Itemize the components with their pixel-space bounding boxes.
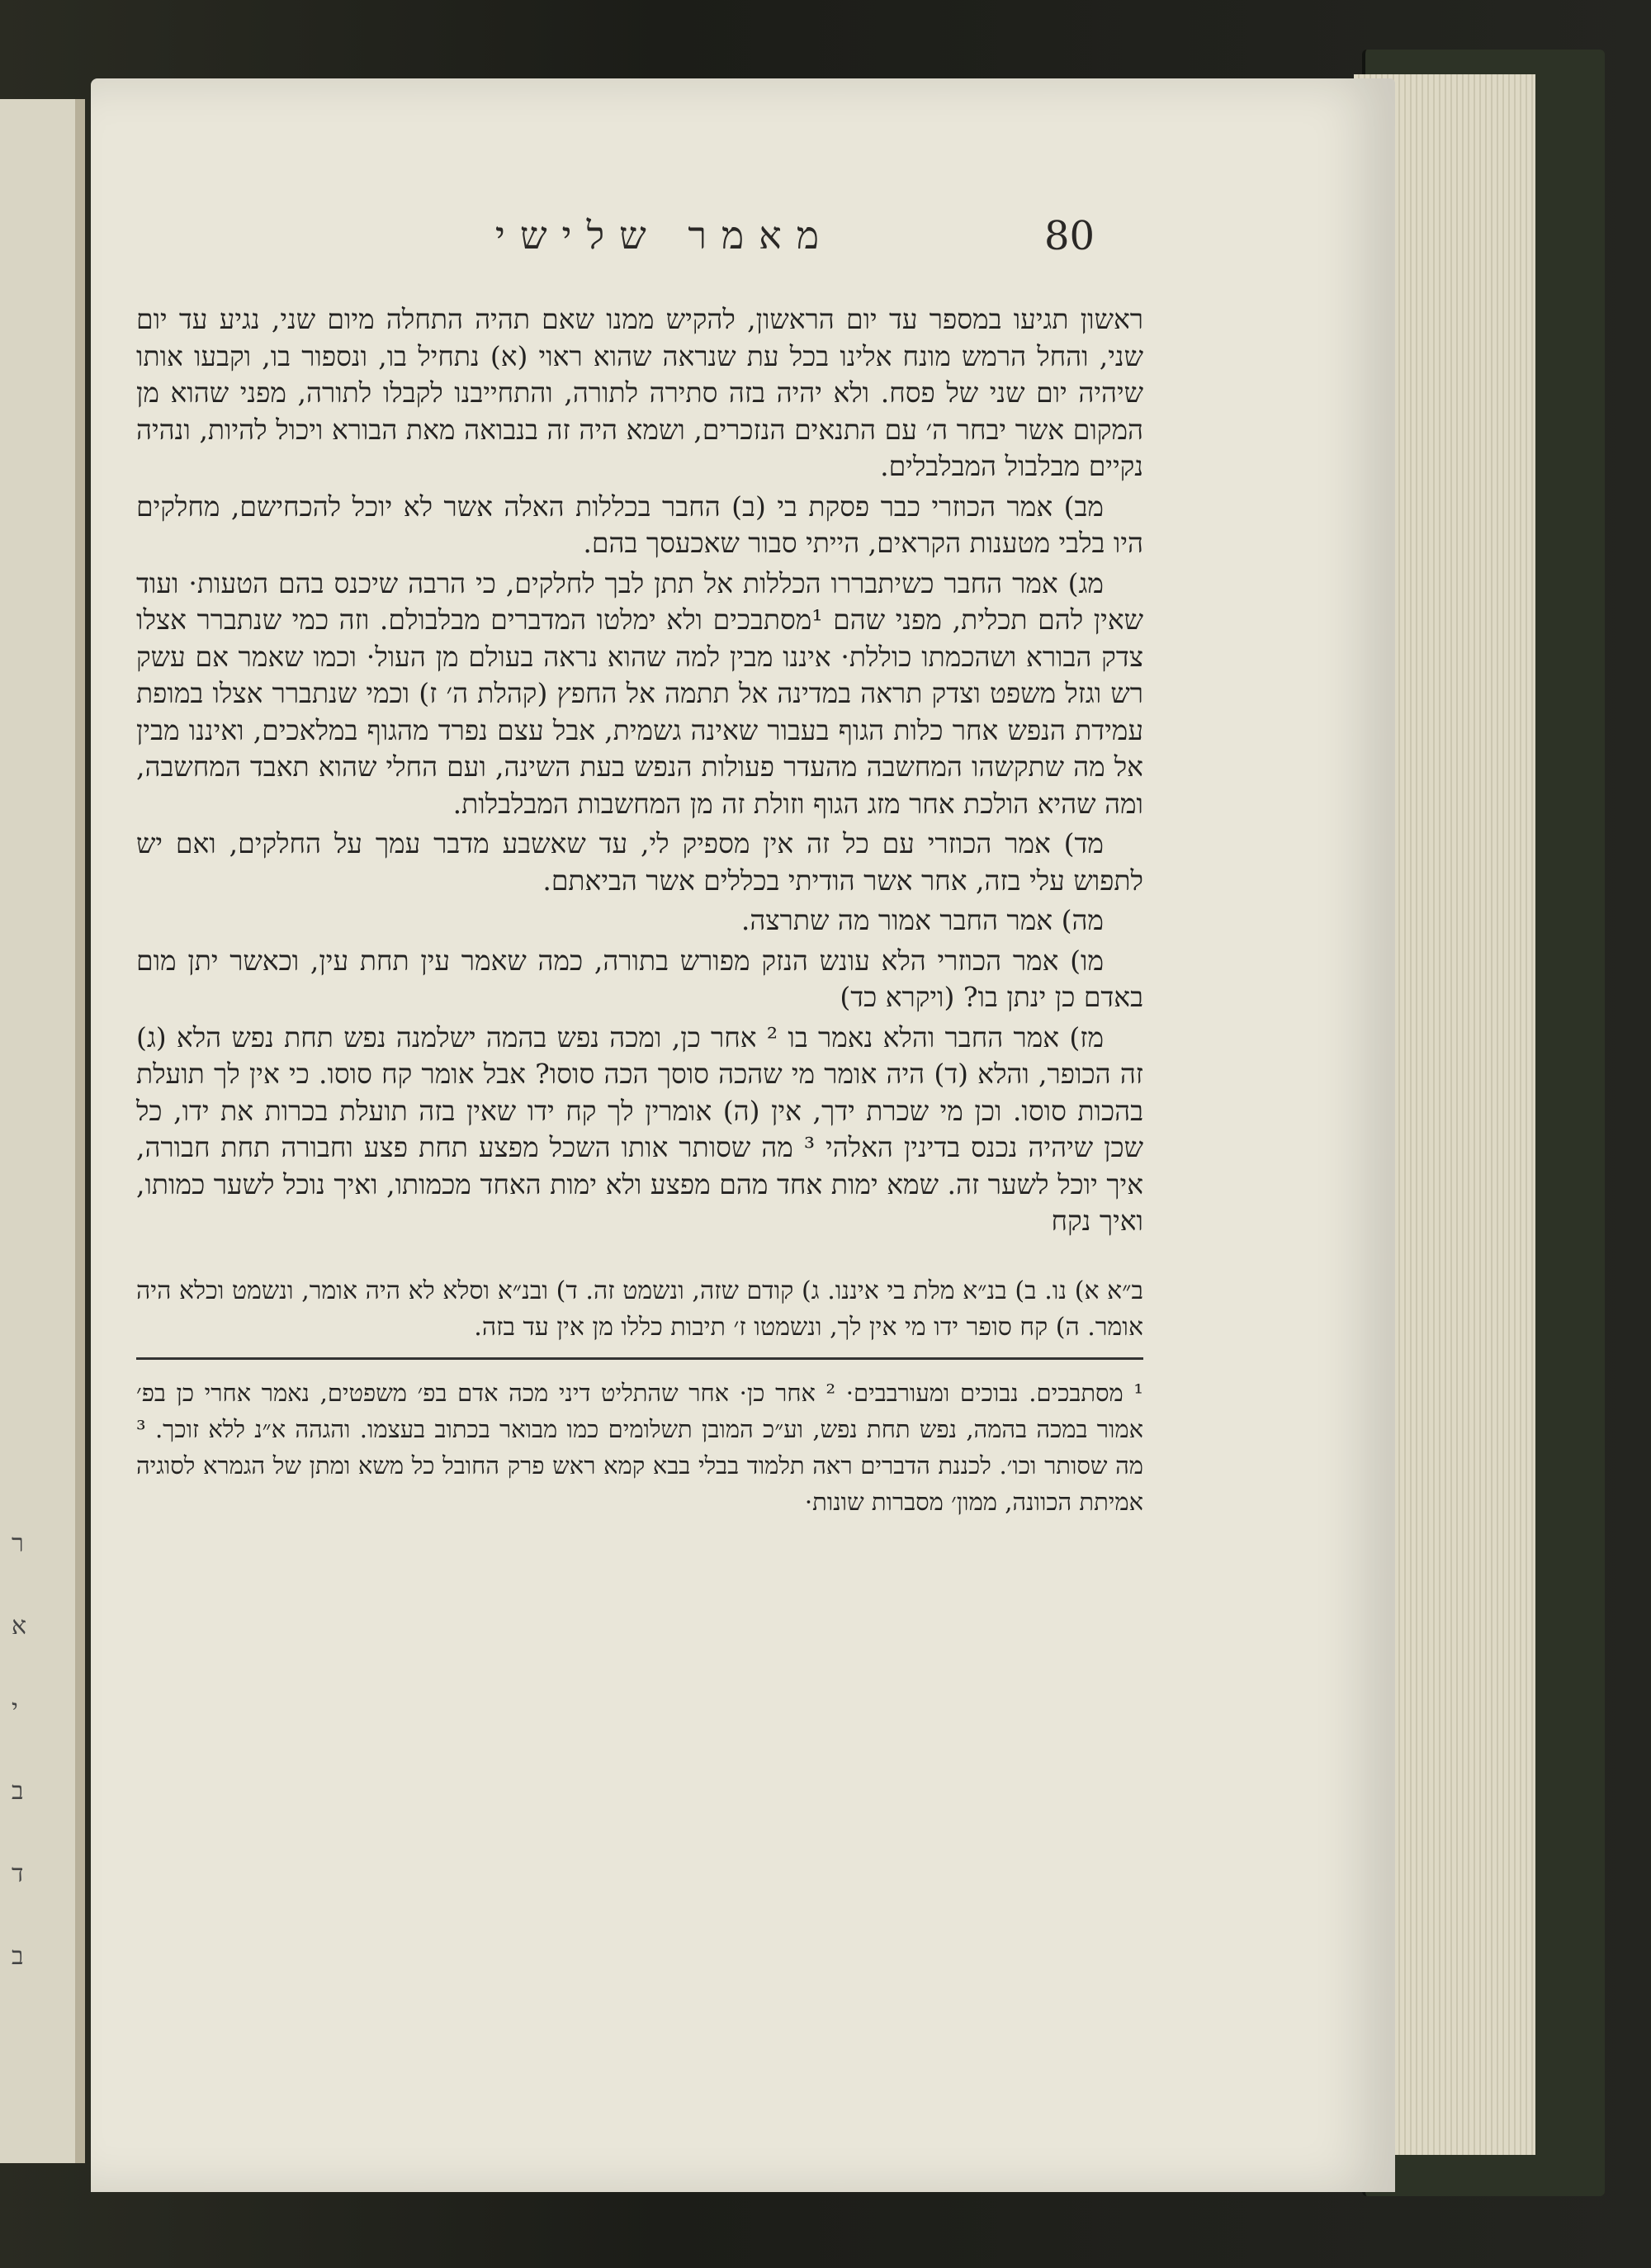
- running-head: מאמר שלישי: [494, 213, 835, 258]
- footnotes: ¹ מסתבכים. נבוכים ומעורבבים· ² אחר כן· אחר שהתליט דיני מכה אדם בפ׳ משפטים, נאמר אחרי כן בפ׳ אמור במכה בהמה, נפש תחת נפש, וע״כ המובן תשלומים כמו מבואר בכתוב בעצמו. והגהה א״נ ללא זוכך. ³ מה שסותר וכו׳. לכננת הדברים ראה תלמוד בבלי בבא קמא ראש פרק החובל כל משא ומתן של הגמרא לסוגיה אמיתת הכוונה, ממון׳ מסברות שונות·: [136, 1378, 1143, 1516]
- paragraph: מז) אמר החבר והלא נאמר בו ² אחר כן, ומכה נפש בהמה ישלמנה נפש תחת נפש הלא (ג) זה הכופר, והלא (ד) היה אומר מי שהכה סוסך הכה סוסו? אבל אומר קח סוסו. כי אין לך תועלת בהכות סוסו. וכן מי שכרת ידך, אין (ה) אומרין לך קח ידו שאין בזה תועלת בכרות את ידו, כל שכן שיהיה נכנס בדינין האלהי ³ מה שסותר אותו השכל מפצע תחת פצע וחבורה תחת חבורה, איך יוכל לשער זה. שמא ימות אחד מהם מפצע ולא ימות האחד מכמותו, ואיך נוכל לשער כמותו, ואיך נקח: [136, 1020, 1143, 1237]
- variant-notes: ב״א א) נו. ב) בנ״א מלת בי איננו. ג) קודם שזה, ונשמט זה. ד) ובנ״א וסלא לא היה אומר, ונשמט וכלא היה אומר. ה) קח סופר ידו מי אין לך, ונשמטו ז׳ תיבות כללו מן אין עד בזה.: [136, 1276, 1143, 1342]
- page-number: 80: [1044, 213, 1095, 259]
- page-body: [136, 301, 1143, 1520]
- left-page-edge: [75, 99, 85, 2163]
- paragraph: מו) אמר הכוזרי הלא עונש הנזק מפורש בתורה, כמה שאמר עין תחת עין, וכאשר יתן מום באדם כן ינתן בו? (ויקרא כד): [136, 944, 1143, 1013]
- paragraph: מד) אמר הכוזרי עם כל זה אין מספיק לי, עד שאשבע מדבר עמך על החלקים, ואם יש לתפוש עלי בזה, אחר אשר הודיתי בכללים אשר הביאתם.: [136, 827, 1143, 897]
- page-header: [136, 213, 1143, 279]
- left-margin-marks: ר א י ב ד ב: [12, 1529, 27, 1971]
- paragraph: ראשון תגיעו במספר עד יום הראשון, להקיש ממנו שאם תהיה התחלה מיום שני, נגיע עד יום שני, והחל הרמש מונח אלינו בכל עת שנראה שהוא ראוי (א) נתחיל בו, ונספור בו, וקבעו אותו שיהיה יום שני של פסח. ולא יהיה בזה סתירה לתורה, והתחייבנו לקבלו לתורה, מפני שהוא מן המקום אשר יבחר ה׳ עם התנאים הנזכרים, ושמא היה זה בנבואה מאת הבורא ויכול להיות, ונהיה נקיים מבלבול המבלבלים.: [136, 303, 1143, 482]
- paragraph: מה) אמר החבר אמור מה שתרצה.: [740, 904, 1104, 936]
- footnote-rule: [136, 1357, 1143, 1360]
- left-page: [0, 99, 81, 2163]
- paragraph: מג) אמר החבר כשיתבררו הכללות אל תתן לבך לחלקים, כי הרבה שיכנס בהם הטעות· ועוד שאין להם תכלית, מפני שהם ¹מסתבכים ולא ימלטו המדברים מבלבולם. וזה כמי שנתברר אצלו צדק הבורא ושהכמתו כוללת· איננו מבין למה שהוא נראה בעולם מן העול· וכמו שאמר אם עשק רש וגזל משפט וצדק תראה במדינה אל תתמה אל החפץ (קהלת ה׳ ז) וכמי שנתברר אצלו במופת עמידת הנפש אחר כלות הגוף בעבור שאינה גשמית, אבל עצם נפרד מהגוף במלאכים, ואיננו מבין אל מה שתקשהו המחשבה מהעדר פעולות הנפש בעת השינה, ועם החלי שהוא תאבד המחשבה, ומה שהיא הולכת אחר מזג הגוף וזולת זה מן המחשבות המבלבלות.: [136, 566, 1143, 820]
- paragraph: מב) אמר הכוזרי כבר פסקת בי (ב) החבר בכללות האלה אשר לא יוכל להכחישם, מחלקים היו בלבי מטענות הקראים, הייתי סבור שאכעסך בהם.: [136, 490, 1143, 559]
